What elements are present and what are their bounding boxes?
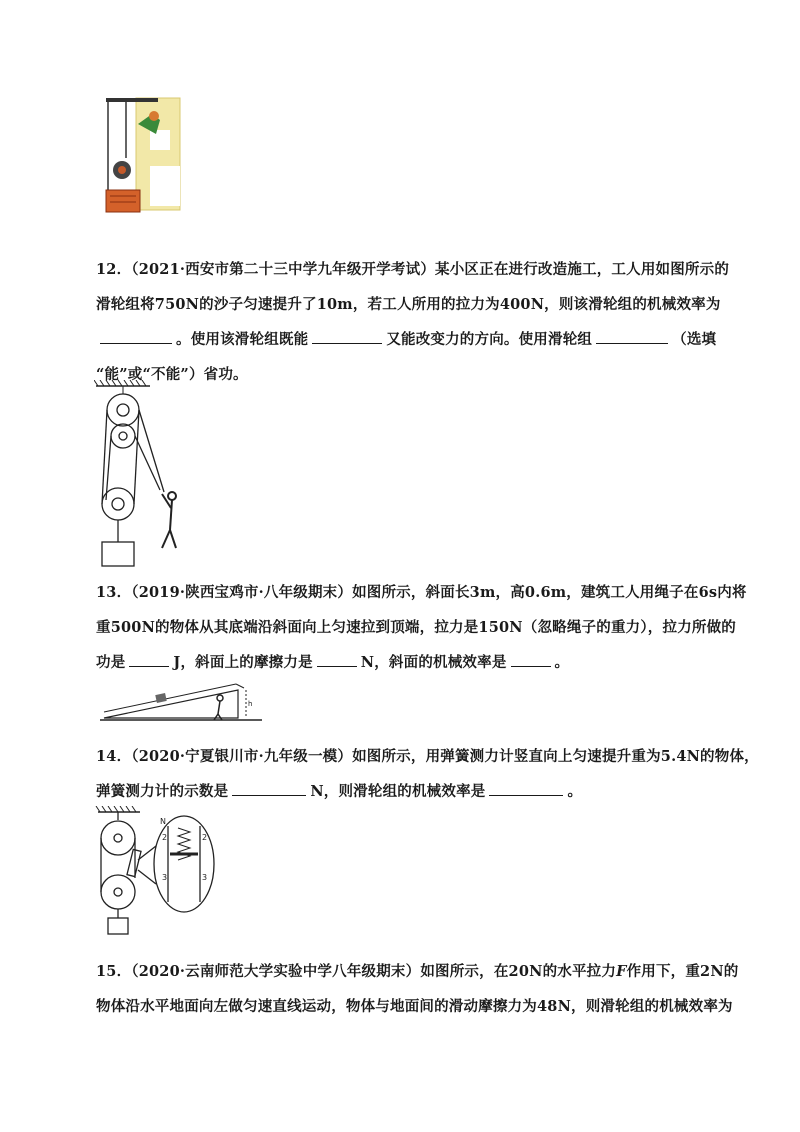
answer-blank[interactable]: [129, 652, 169, 667]
q12-line4: “能”或“不能”）省功。: [96, 366, 248, 383]
q12-line2: 滑轮组将750N的沙子匀速提升了10m，若工人所用的拉力为400N，则该滑轮组的机械效率为: [96, 296, 721, 313]
question-13: [96, 575, 747, 680]
question-12: [96, 252, 730, 392]
q12-line3: 。使用该滑轮组既能 又能改变力的方向。使用滑轮组 （选填: [96, 322, 716, 357]
q13-line3: 功是 J，斜面上的摩擦力是 N，斜面的机械效率是 。: [96, 654, 570, 671]
answer-blank[interactable]: [312, 329, 382, 344]
q15-line1: 15．（2020·云南师范大学实验中学八年级期末）如图所示，在20N的水平拉力F作用下，重2N的: [96, 963, 739, 980]
q14-line1: 14．（2020·宁夏银川市·九年级一模）如图所示，用弹簧测力计竖直向上匀速提升重为5.4N的物体，: [96, 748, 759, 765]
figure-worker-pulley: [98, 94, 184, 216]
q13-line2: 重500N的物体从其底端沿斜面向上匀速拉到顶端，拉力是150N（忽略绳子的重力），拉力所做的: [96, 619, 736, 636]
q14-line2: 弹簧测力计的示数是 N，则滑轮组的机械效率是 。: [96, 783, 583, 800]
answer-blank[interactable]: [317, 652, 357, 667]
figure-incline-plane: [96, 676, 266, 726]
q15-line2: 物体沿水平地面向左做匀速直线运动，物体与地面间的滑动摩擦力为48N，则滑轮组的机械效率为: [96, 998, 733, 1015]
scale-tick-3-right: 3: [202, 873, 208, 882]
question-15: [96, 954, 739, 1024]
answer-blank[interactable]: [596, 329, 668, 344]
scale-tick-3-left: 3: [162, 873, 168, 882]
question-14: [96, 739, 759, 809]
answer-blank[interactable]: [489, 781, 563, 796]
figure-pulley-spring-scale: [94, 806, 218, 936]
answer-blank[interactable]: [511, 652, 551, 667]
q13-line1: 13．（2019·陕西宝鸡市·八年级期末）如图所示，斜面长3m，高0.6m，建筑工人用绳子在6s内将: [96, 584, 747, 601]
scale-tick-2-left: 2: [162, 833, 168, 842]
q12-line1: 12．（2021·西安市第二十三中学九年级开学考试）某小区正在进行改造施工，工人用如图所示的: [96, 261, 730, 278]
scale-tick-2-right: 2: [202, 833, 208, 842]
scale-unit-label: N: [160, 817, 166, 826]
svg-text:h: h: [248, 700, 253, 708]
figure-pulley-block-worker: [94, 380, 184, 570]
answer-blank[interactable]: [232, 781, 306, 796]
answer-blank[interactable]: [100, 329, 172, 344]
